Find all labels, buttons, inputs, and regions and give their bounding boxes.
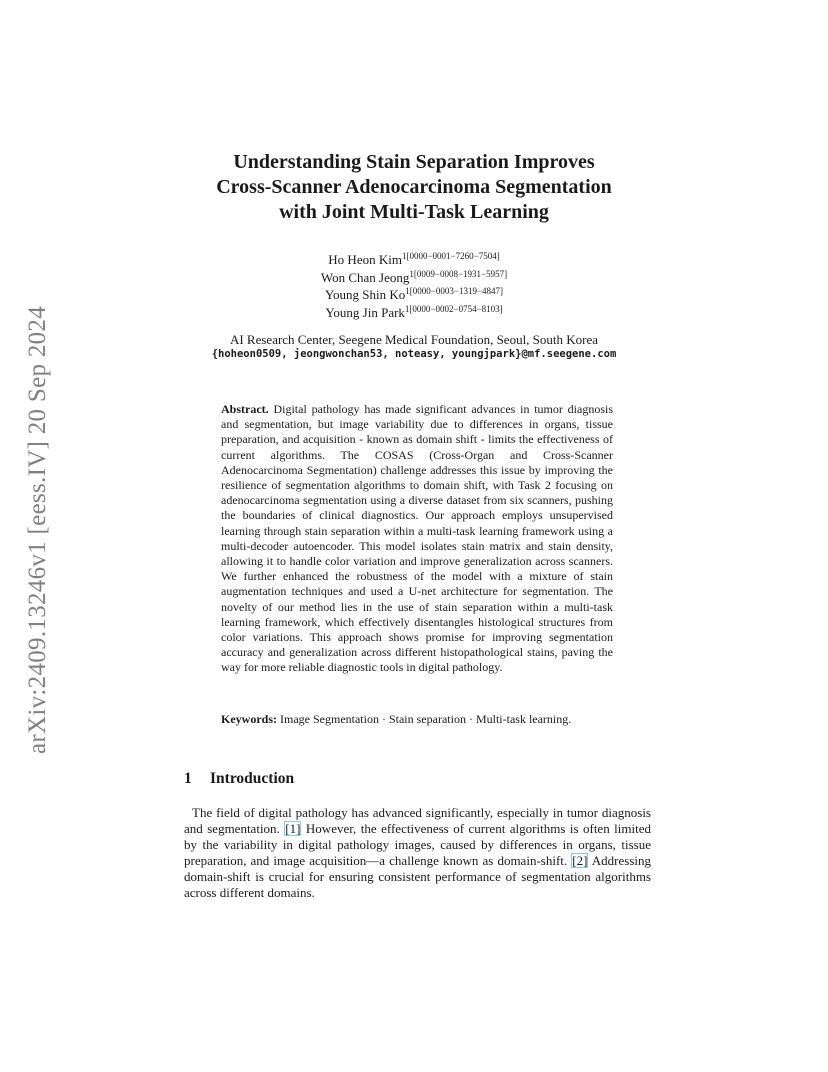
citation-link-2[interactable]: [2]	[572, 853, 588, 868]
keywords-text: Image Segmentation · Stain separation · Multi-task learning.	[280, 712, 572, 726]
author-entry	[0, 304, 828, 322]
affiliation: AI Research Center, Seegene Medical Foundation, Seoul, South Korea	[229, 332, 599, 347]
author-name: Young Jin Park	[325, 304, 405, 320]
author-entry	[0, 269, 828, 287]
section-number: 1	[184, 770, 192, 787]
author-orcid[interactable]: 1[0000−0003−1319−4847]	[405, 286, 504, 296]
section-title: Introduction	[210, 770, 295, 787]
author-name: Won Chan Jeong	[320, 269, 410, 285]
intro-text-3: Addressing domain-shift is crucial for ensuring consistent performance of segmentation algorithms across different domains.	[184, 853, 651, 900]
author-emails[interactable]: {hoheon0509, jeongwonchan53, noteasy, youngjpark}@mf.seegene.com	[211, 348, 617, 360]
paper-title	[0, 150, 828, 225]
citation-link-1[interactable]: [1]	[285, 821, 301, 836]
keywords	[221, 712, 613, 727]
author-entry	[0, 286, 828, 304]
title-line-3: with Joint Multi-Task Learning	[279, 201, 549, 223]
keywords-label: Keywords:	[221, 712, 277, 726]
title-line-1: Understanding Stain Separation Improves	[233, 151, 595, 173]
introduction-paragraph	[184, 805, 651, 901]
author-entry	[0, 251, 828, 269]
section-heading	[184, 769, 294, 789]
abstract-label: Abstract.	[221, 402, 269, 416]
author-list	[0, 251, 828, 321]
abstract	[221, 402, 613, 676]
author-name: Young Shin Ko	[324, 287, 406, 302]
arxiv-identifier-stamp: arXiv:2409.13246v1 [eess.IV] 20 Sep 2024	[24, 305, 51, 755]
author-orcid[interactable]: 1[0000−0002−0754−8103]	[404, 303, 503, 314]
author-orcid[interactable]: 1[0009−0008−1931−5957]	[409, 268, 508, 279]
abstract-text: Digital pathology has made significant advances in tumor diagnosis and segmentation, but image variability due to differences in organs, tissue preparation, and acquisition - known as domain shift - limits the effectiveness of current algorithms. The COSAS (Cross-Organ and Cross-Scanner Adenocarcinoma Segmentation) challenge addresses this issue by improving the resilience of segmentation algorithms to domain shift, with Task 2 focusing on adenocarcinoma segmentation using a diverse dataset from six scanners, pushing the boundaries of clinical diagnostics. Our approach employs unsupervised learning through stain separation within a multi-task learning framework using a multi-decoder autoencoder. This model isolates stain matrix and stain density, allowing it to handle color variation and improve generalization across scanners. We further enhanced the robustness of the model with a mixture of stain augmentation techniques and used a U-net architecture for segmentation. The novelty of our method lies in the use of stain separation within a multi-task learning framework, which effectively disentangles histological structures from color variations. This approach shows promise for improving segmentation accuracy and generalization across different histopathological stains, paving the way for more reliable diagnostic tools in digital pathology.	[221, 402, 614, 675]
intro-text-1: The field of digital pathology has advanced significantly, especially in tumor diagnosis and segmentation.	[184, 805, 651, 836]
intro-text-2: However, the effectiveness of current algorithms is often limited by the variability in digital pathology images, caused by differences in organs, tissue preparation, and image acquisition—a challenge known as domain-shift.	[184, 821, 651, 868]
author-orcid[interactable]: 1[0000−0001−7260−7504]	[401, 251, 500, 261]
title-line-2: Cross-Scanner Adenocarcinoma Segmentation	[216, 176, 612, 198]
author-name: Ho Heon Kim	[328, 252, 402, 267]
